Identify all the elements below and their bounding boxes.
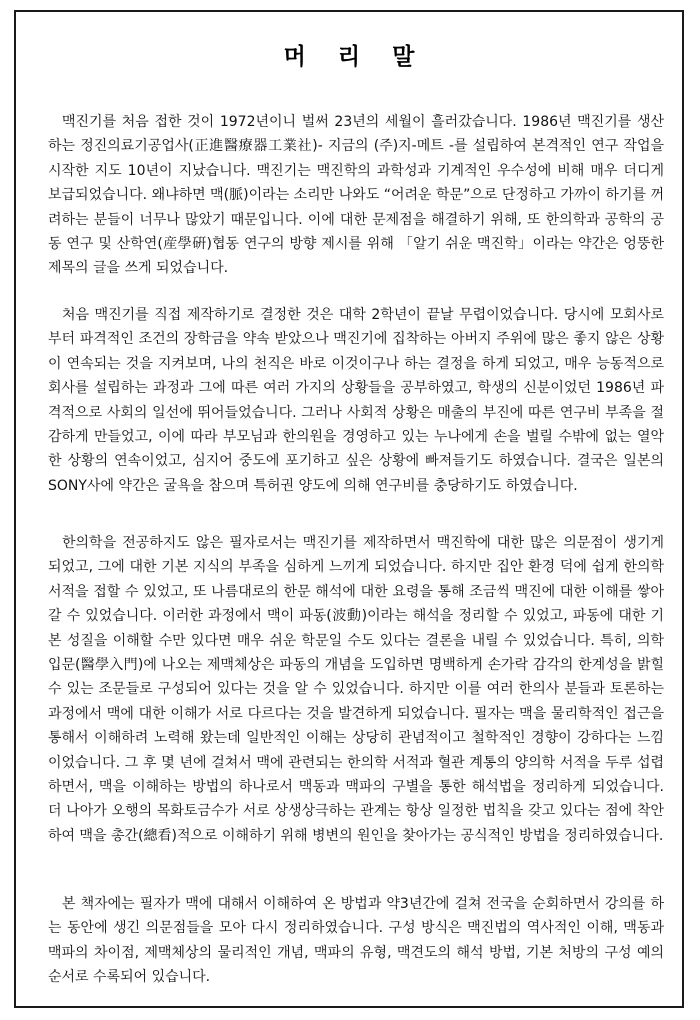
paragraph-text: 처음 맥진기를 직접 제작하기로 결정한 것은 대학 2학년이 끝날 무렵이었습니다. 당시에 모회사로부터 파격적인 조건의 장학금을 약속 받았으나 맥진기에 집착하는 아버지 주위에 많은 좋지 않은 상황이 연속되는 것을 지켜보며, 나의 천직은 바로 이것이구나 하는 결정을 하게 되었고, 매우 능동적으로 회사를 설립하는 과정과 그에 따른 여러 가지의 상황들을 공부하였고, 학생의 신분이었던 1986년 파격적으로 사회의 일선에 뛰어들었습니다. 그러나 사회적 상황은 매출의 부진에 따른 연구비 부족을 절감하게 만들었고, 이에 따라 부모님과 한의원을 경영하고 있는 누나에게 손을 벌릴 수밖에 없는 열악한 상황의 연속이었고, 심지어 중도에 포기하고 싶은 상황에 빠져들기도 하였습니다. 결국은 일본의 SONY사에 약간은 굴욕을 참으며 특허권 양도에 의해 연구비를 충당하기도 하였습니다. — [48, 307, 664, 494]
paragraph-text: 맥진기를 처음 접한 것이 1972년이니 벌써 23년의 세월이 흘러갔습니다. 1986년 맥진기를 생산하는 정진의료기공업사(正進醫療器工業社)- 지금의 (주)지-메트 -를 설립하여 본격적인 연구 작업을 시작한 지도 10년이 지났습니다. 맥진기는 맥진학의 과학성과 기계적인 우수성에 비해 매우 더디게 보급되었습니다. 왜냐하면 맥(脈)이라는 소리만 나와도 “어려운 학문”으로 단정하고 가까이 하기를 꺼려하는 분들이 너무나 많았기 때문입니다. 이에 대한 문제점을 해결하기 위해, 또 한의학과 공학의 공동 연구 및 산학연(産學硏)협동 연구의 방향 제시를 위해 「알기 쉬운 맥진학」이라는 약간은 엉뚱한 제목의 글을 쓰게 되었습니다. — [48, 114, 664, 277]
paragraph-text: 본 책자에는 필자가 맥에 대해서 이해하여 온 방법과 약3년간에 걸쳐 전국을 순회하면서 강의를 하는 동안에 생긴 의문점들을 모아 다시 정리하였습니다. 구성 방식은 맥진법의 역사적인 이해, 맥동과 맥파의 차이점, 제맥체상의 물리적인 개념, 맥파의 유형, 맥견도의 해석 방법, 기본 처방의 구성 예의 순서로 수록되어 있습니다. — [48, 896, 664, 986]
page-border — [14, 10, 684, 1008]
paragraph-2 — [48, 303, 664, 498]
page-title: 머 리 말 — [283, 44, 427, 70]
paragraph-1 — [48, 110, 664, 281]
paragraph-4 — [48, 892, 664, 990]
paragraph-3 — [48, 531, 664, 848]
paragraph-text: 한의학을 전공하지도 않은 필자로서는 맥진기를 제작하면서 맥진학에 대한 많은 의문점이 생기게 되었고, 그에 대한 기본 지식의 부족을 심하게 느끼게 되었습니다. 하지만 집안 환경 덕에 쉽게 한의학 서적을 접할 수 있었고, 또 나름대로의 한문 해석에 대한 요령을 통해 조금씩 맥진에 대한 이해를 쌓아 갈 수 있었습니다. 이러한 과정에서 맥이 파동(波動)이라는 해석을 정리할 수 있었고, 파동에 대한 기본 성질을 이해할 수만 있다면 매우 쉬운 학문일 수도 있다는 결론을 내릴 수 있었습니다. 특히, 의학입문(醫學入門)에 나오는 제맥체상은 파동의 개념을 도입하면 명백하게 손가락 감각의 한계성을 밝힐 수 있는 조문들로 구성되어 있다는 것을 알 수 있었습니다. 하지만 이를 여러 한의사 분들과 토론하는 과정에서 맥에 대한 이해가 서로 다르다는 것을 발견하게 되었습니다. 필자는 맥을 물리학적인 접근을 통해서 이해하려 노력해 왔는데 일반적인 이해는 상당히 관념적이고 철학적인 경향이 강하다는 느낌이었습니다. 그 후 몇 년에 걸쳐서 맥에 관련되는 한의학 서적과 혈관 계통의 양의학 서적을 두루 섭렵하면서, 맥을 이해하는 방법의 하나로서 맥동과 맥파의 구별을 통한 해석법을 정리하게 되었습니다. 더 나아가 오행의 목화토금수가 서로 상생상극하는 관계는 항상 일정한 법칙을 갖고 있다는 점에 착안하여 맥을 총간(總看)적으로 이해하기 위해 병변의 원인을 찾아가는 공식적인 방법을 정리하였습니다. — [48, 535, 664, 844]
